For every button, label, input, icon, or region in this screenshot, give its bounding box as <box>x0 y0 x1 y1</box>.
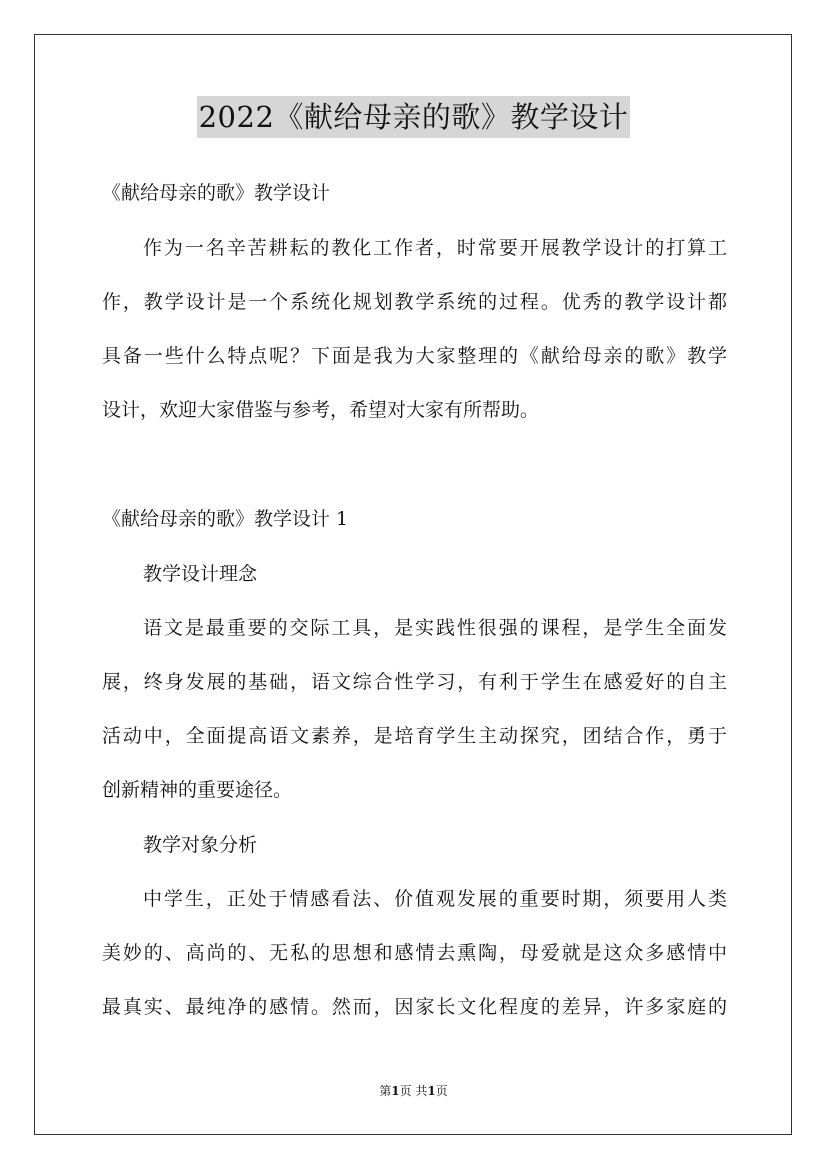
concept-line-1: 语文是最重要的交际工具，是实践性很强的课程，是学生全面发 <box>143 617 727 639</box>
footer-page-number: 1 <box>391 1084 400 1098</box>
intro-line-3: 具备一些什么特点呢？下面是我为大家整理的《献给母亲的歌》教学 <box>102 345 727 367</box>
intro-line-1: 作为一名辛苦耕耘的教化工作者，时常要开展教学设计的打算工 <box>143 237 727 259</box>
document-subtitle: 《献给母亲的歌》教学设计 <box>102 182 331 204</box>
concept-line-2: 展，终身发展的基础，语文综合性学习，有利于学生在感爱好的自主 <box>102 671 727 693</box>
footer-prefix: 第 <box>379 1084 392 1098</box>
intro-line-4: 设计，欢迎大家借鉴与参考，希望对大家有所帮助。 <box>102 399 540 421</box>
analysis-line-2: 美妙的、高尚的、无私的思想和感情去熏陶，母爱就是这众多感情中 <box>102 942 727 964</box>
concept-line-4: 创新精神的重要途径。 <box>102 779 293 801</box>
document-title: 2022《献给母亲的歌》教学设计 <box>197 96 631 138</box>
analysis-line-1: 中学生，正处于情感看法、价值观发展的重要时期，须要用人类 <box>143 888 727 910</box>
page-footer <box>0 1083 827 1099</box>
section-title: 《献给母亲的歌》教学设计 1 <box>102 508 349 530</box>
title-wrap <box>0 96 827 138</box>
concept-line-3: 活动中，全面提高语文素养，是培育学生主动探究，团结合作，勇于 <box>102 725 727 747</box>
footer-suffix: 页 <box>435 1084 448 1098</box>
analysis-line-3: 最真实、最纯净的感情。然而，因家长文化程度的差异，许多家庭的 <box>102 996 727 1018</box>
analysis-heading: 教学对象分析 <box>143 834 258 856</box>
intro-line-2: 作，教学设计是一个系统化规划教学系统的过程。优秀的教学设计都 <box>102 291 727 313</box>
footer-page-total: 1 <box>427 1084 436 1098</box>
concept-heading: 教学设计理念 <box>143 563 258 585</box>
footer-mid: 页 共 <box>399 1084 428 1098</box>
